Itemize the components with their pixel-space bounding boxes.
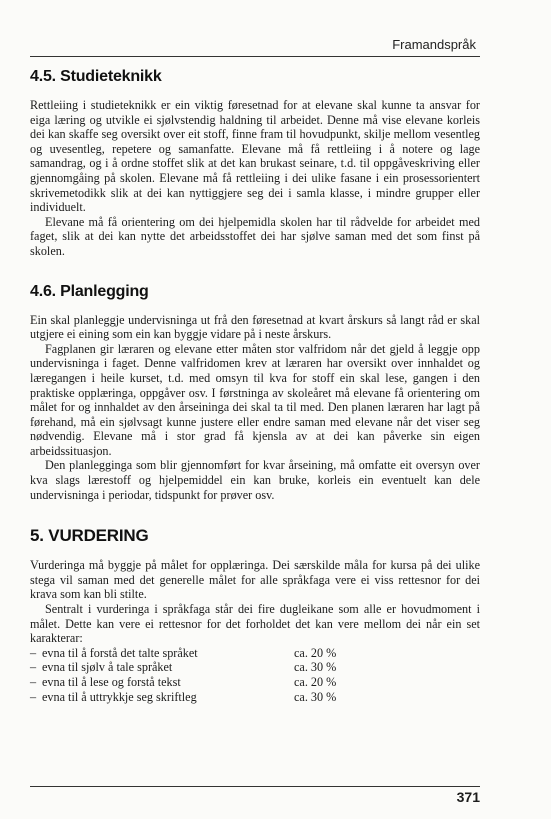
criterion-weight: ca. 30 % [294,689,337,704]
section-vurdering [30,526,480,704]
criterion-weight: ca. 20 % [294,645,337,660]
list-dash: – [30,645,37,660]
list-dash: – [30,675,37,689]
header-rule [30,56,480,57]
criterion-label: evna til å uttrykkje seg skriftleg [42,689,197,704]
criterion-label: evna til å lese og forstå tekst [42,675,181,689]
paragraph: Vurderinga må byggje på målet for opplæringa. Dei særskilde måla for kursa på dei ulike stega vil saman med det generelle målet for alle språkfaga vere ei viss rettesnor for dei krava som kan bli stilte. [30,558,480,602]
criterion-weight: ca. 20 % [294,675,337,689]
criterion-label: evna til å forstå det talte språket [42,645,198,660]
paragraph: Rettleiing i studieteknikk er ein viktig føresetnad for at elevane skal kunne ta ansvar for eiga læring og utvikle ei sjølvstendig haldning til arbeidet. Denne må vise elevane korleis dei kan skaffe seg oversikt over eit stoff, finne fram til hovudpunkt, skilje mellom vesentleg og uvesentleg, repetere og samanfatte. Elevane må få rettleiing i å notere og lage samandrag, og i å ordne stoffet slik at det kan brukast seinare, t.d. til oppgåveskriving eller gjennomgåing på skolen. Elevane må få rettleiing i dei ulike fasane i ein prosessorientert skrivemetodikk slik at dei kan nyttiggjere seg dei i samla klasse, i mindre grupper eller individuelt. [30,98,480,215]
paragraph: Den planlegginga som blir gjennomført for kvar årseining, må omfatte eit oversyn over kva slags lærestoff og hjelpemiddel ein kan bruke, korleis ein eventuelt kan dele undervisninga i periodar, tidspunkt for prøver osv. [30,458,480,502]
section-planlegging [30,283,480,503]
footer-rule [30,786,480,787]
assessment-criteria-list [30,646,480,704]
criterion-label: evna til sjølv å tale språket [42,660,173,675]
paragraph: Sentralt i vurderinga i språkfaga står dei fire dugleikane som alle er hovudmoment i målet. Dette kan vere ei rettesnor for det forholdet det kan vere mellom dei når ein set karakterar: [30,602,480,646]
list-item [30,675,480,690]
list-item [30,690,480,705]
section-heading: 4.6. Planlegging [30,282,149,300]
list-dash: – [30,660,37,675]
paragraph: Ein skal planleggje undervisninga ut frå den føresetnad at kvart årskurs så langt råd er skal utgjere ei eining som ein kan byggje vidare på i neste årskurs. [30,312,480,342]
paragraph: Fagplanen gir læraren og elevane etter måten stor valfridom når det gjeld å leggje opp undervisninga i faget. Denne valfridomen krev at læraren har oversikt over innhaldet og læregangen i heile kurset, t.d. med omsyn til kva for stoff ein skal lese, gangen i den praktiske opplæringa, oppgåver osv. I førstninga av skoleåret må elevane få orientering om målet for og innhaldet av den årseininga dei skal ta til med. Den planen læraren har lagt på førehand, må ein sjølvsagt kunne justere eller endre saman med elevane når det viser seg nødvendig. Elevane må i stor grad få kjensla av at dei kan påverke sin eigen arbeidssituasjon. [30,341,480,458]
page-number: 371 [456,789,480,805]
section-heading: 4.5. Studieteknikk [30,68,162,85]
list-item [30,646,480,661]
section-studieteknikk [30,68,480,259]
paragraph: Elevane må få orientering om dei hjelpemidla skolen har til rådvelde for arbeidet med faget, slik at dei kan nytte det arbeidsstoffet dei har sjølve saman med det som finst på skolen. [30,214,480,258]
list-dash: – [30,689,37,704]
section-heading: 5. VURDERING [30,526,149,546]
criterion-weight: ca. 30 % [294,660,337,675]
page-body [30,68,480,728]
running-title: Framandspråk [392,37,476,52]
list-item [30,660,480,675]
